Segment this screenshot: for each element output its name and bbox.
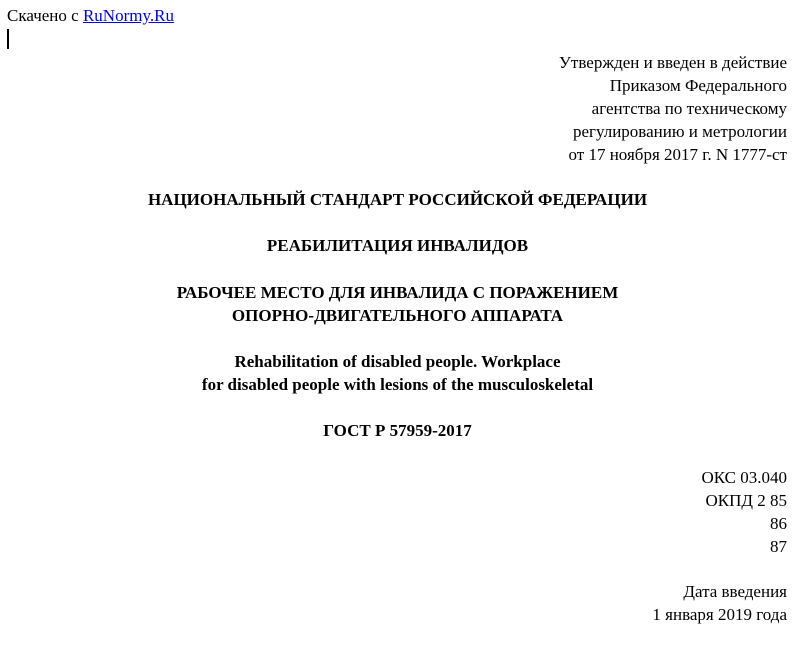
standard-name-line: РАБОЧЕЕ МЕСТО ДЛЯ ИНВАЛИДА С ПОРАЖЕНИЕМ (176, 283, 619, 302)
code-line: 87 (770, 537, 787, 556)
approval-line: Утвержден и введен в действие (558, 53, 787, 72)
introduction-label: Дата введения (683, 582, 787, 601)
approval-line: Приказом Федерального (609, 76, 787, 95)
standard-type-text: НАЦИОНАЛЬНЫЙ СТАНДАРТ РОССИЙСКОЙ ФЕДЕРАЦИИ (147, 190, 648, 209)
code-line: ОКС 03.040 (701, 468, 787, 487)
approval-line: от 17 ноября 2017 г. N 1777-ст (568, 145, 787, 164)
introduction-date: 1 января 2019 года (652, 605, 787, 624)
approval-line: агентства по техническому (591, 99, 787, 118)
english-title-line: for disabled people with lesions of the musculoskeletal (201, 375, 594, 394)
download-source-line (7, 6, 174, 26)
english-title-line: Rehabilitation of disabled people. Workplace (234, 352, 561, 371)
standard-name-heading (0, 281, 795, 327)
text-cursor (7, 29, 9, 49)
downloaded-prefix: Скачено с (7, 6, 79, 25)
code-line: 86 (770, 514, 787, 533)
approval-block (559, 51, 787, 166)
subject-text: РЕАБИЛИТАЦИЯ ИНВАЛИДОВ (266, 236, 529, 255)
runormy-link[interactable]: RuNormy.Ru (82, 6, 174, 25)
standard-name-line: ОПОРНО-ДВИГАТЕЛЬНОГО АППАРАТА (231, 306, 564, 325)
designation-text: ГОСТ Р 57959-2017 (323, 421, 472, 440)
approval-line: регулированию и метрологии (572, 122, 787, 141)
english-title (0, 350, 795, 396)
introduction-date-block (652, 580, 787, 626)
standard-designation (0, 419, 795, 442)
code-line: ОКПД 2 85 (705, 491, 787, 510)
subject-heading (0, 234, 795, 257)
classification-codes (701, 466, 787, 558)
standard-type-heading (0, 188, 795, 211)
